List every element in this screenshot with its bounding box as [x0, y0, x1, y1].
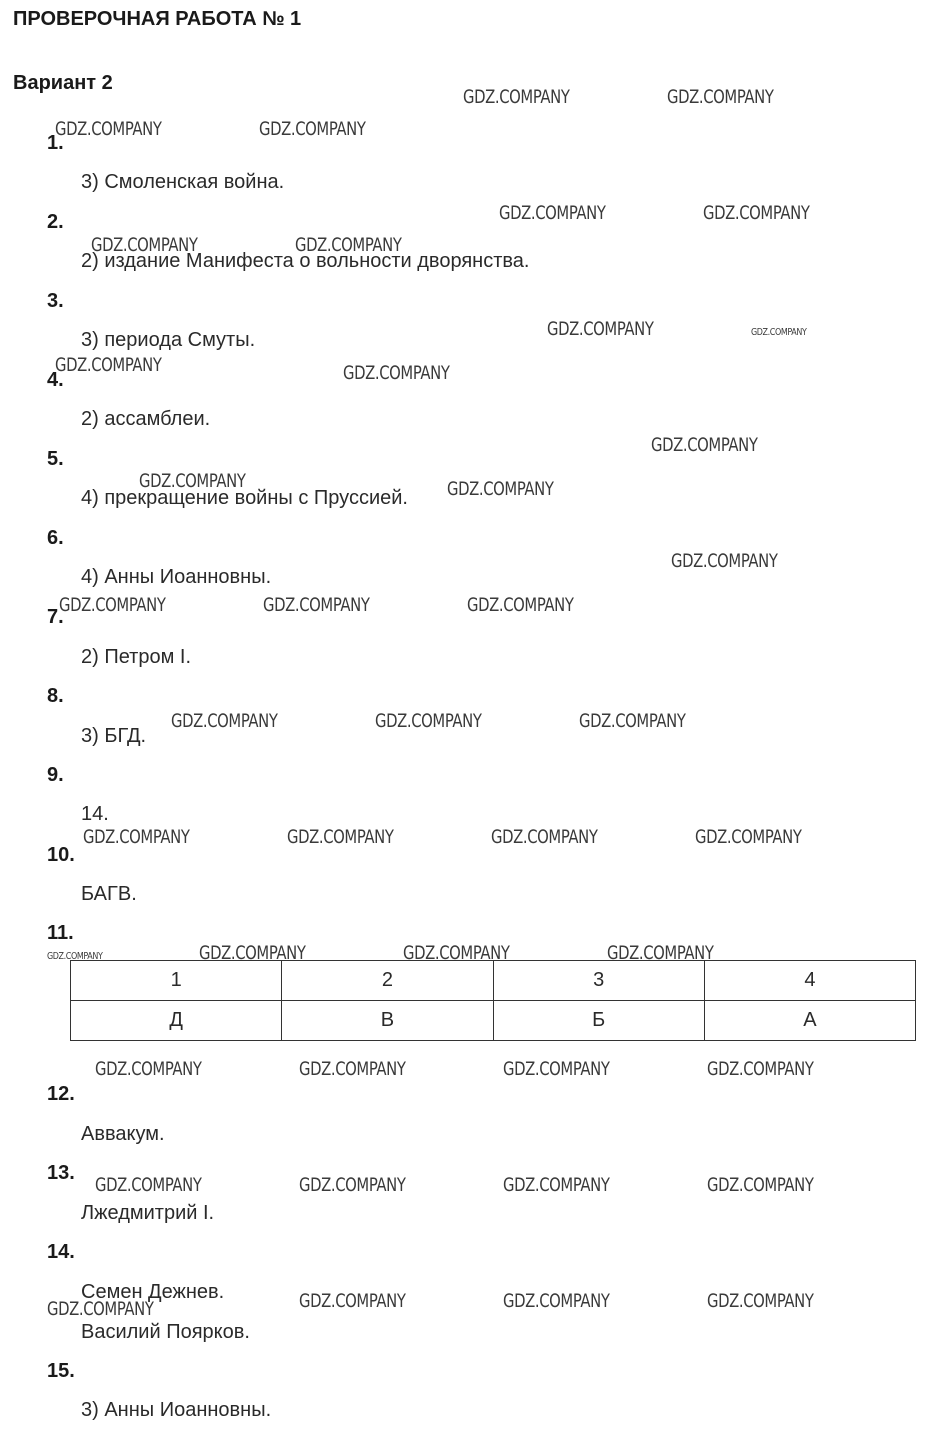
table-cell: 1 [71, 961, 282, 1001]
question-number: 1. [47, 132, 64, 154]
watermark: GDZ.COMPANY [607, 942, 714, 964]
watermark: GDZ.COMPANY [375, 710, 482, 732]
question-number: 11. [47, 922, 74, 944]
question-number: 12. [47, 1083, 75, 1105]
watermark: GDZ.COMPANY [59, 594, 166, 616]
watermark: GDZ.COMPANY [287, 826, 394, 848]
watermark: GDZ.COMPANY [547, 318, 654, 340]
watermark: GDZ.COMPANY [55, 118, 162, 140]
question-number: 3. [47, 290, 64, 312]
table-cell: А [704, 1001, 915, 1041]
watermark: GDZ.COMPANY [491, 826, 598, 848]
answer-text: 3) БГД. [81, 725, 147, 747]
watermark: GDZ.COMPANY [47, 1298, 154, 1320]
watermark: GDZ.COMPANY [343, 362, 450, 384]
question-number: 10. [47, 844, 75, 866]
watermark: GDZ.COMPANY [463, 86, 570, 108]
question-number: 14. [47, 1241, 75, 1263]
question-number: 15. [47, 1360, 75, 1382]
question-number: 5. [47, 448, 64, 470]
question-number: 6. [47, 527, 64, 549]
table-cell: Д [71, 1001, 282, 1041]
table-cell: Б [493, 1001, 704, 1041]
answer-text: Лжедмитрий I. [81, 1202, 215, 1224]
answer-text: 3) Смоленская война. [81, 171, 285, 193]
watermark: GDZ.COMPANY [299, 1174, 406, 1196]
watermark: GDZ.COMPANY [299, 1058, 406, 1080]
watermark: GDZ.COMPANY [651, 434, 758, 456]
watermark: GDZ.COMPANY [299, 1290, 406, 1312]
answer-text: 14. [81, 803, 109, 825]
watermark: GDZ.COMPANY [707, 1174, 814, 1196]
question-number: 13. [47, 1162, 75, 1184]
watermark: GDZ.COMPANY [751, 327, 807, 338]
answer-text: Василий Поярков. [81, 1321, 250, 1343]
watermark: GDZ.COMPANY [671, 550, 778, 572]
watermark: GDZ.COMPANY [95, 1058, 202, 1080]
watermark: GDZ.COMPANY [499, 202, 606, 224]
table-cell: 2 [282, 961, 493, 1001]
table-cell: 3 [493, 961, 704, 1001]
table-cell: В [282, 1001, 493, 1041]
question-number: 2. [47, 211, 64, 233]
watermark: GDZ.COMPANY [703, 202, 810, 224]
table-row [71, 961, 916, 1001]
answer-text: 3) Анны Иоанновны. [81, 1399, 272, 1421]
question-number: 4. [47, 369, 64, 391]
page-title: ПРОВЕРОЧНАЯ РАБОТА № 1 [13, 8, 302, 30]
question-number: 8. [47, 685, 64, 707]
watermark: GDZ.COMPANY [695, 826, 802, 848]
watermark: GDZ.COMPANY [95, 1174, 202, 1196]
question-number: 7. [47, 606, 64, 628]
watermark: GDZ.COMPANY [55, 354, 162, 376]
matching-table [70, 960, 916, 1041]
watermark: GDZ.COMPANY [259, 118, 366, 140]
watermark: GDZ.COMPANY [503, 1058, 610, 1080]
watermark: GDZ.COMPANY [503, 1290, 610, 1312]
answer-text: Семен Дежнев. [81, 1281, 225, 1303]
watermark: GDZ.COMPANY [295, 234, 402, 256]
watermark: GDZ.COMPANY [83, 826, 190, 848]
answer-text: 2) издание Манифеста о вольности дворянства. [81, 250, 530, 272]
watermark: GDZ.COMPANY [447, 478, 554, 500]
watermark: GDZ.COMPANY [91, 234, 198, 256]
watermark: GDZ.COMPANY [403, 942, 510, 964]
answer-text: БАГВ. [81, 883, 137, 905]
variant-heading: Вариант 2 [13, 72, 113, 94]
answer-text: 4) Анны Иоанновны. [81, 566, 272, 588]
answer-text: 3) периода Смуты. [81, 329, 256, 351]
watermark: GDZ.COMPANY [579, 710, 686, 732]
watermark: GDZ.COMPANY [707, 1290, 814, 1312]
watermark: GDZ.COMPANY [47, 951, 103, 962]
watermark: GDZ.COMPANY [667, 86, 774, 108]
question-number: 9. [47, 764, 64, 786]
watermark: GDZ.COMPANY [139, 470, 246, 492]
answer-text: 2) ассамблеи. [81, 408, 211, 430]
answer-text: 2) Петром I. [81, 646, 191, 668]
watermark: GDZ.COMPANY [171, 710, 278, 732]
table-cell: 4 [704, 961, 915, 1001]
watermark: GDZ.COMPANY [199, 942, 306, 964]
answer-text: 4) прекращение войны с Пруссией. [81, 487, 408, 509]
answer-text: Аввакум. [81, 1123, 165, 1145]
watermark: GDZ.COMPANY [503, 1174, 610, 1196]
watermark: GDZ.COMPANY [263, 594, 370, 616]
watermark: GDZ.COMPANY [707, 1058, 814, 1080]
table-row [71, 1001, 916, 1041]
watermark: GDZ.COMPANY [467, 594, 574, 616]
